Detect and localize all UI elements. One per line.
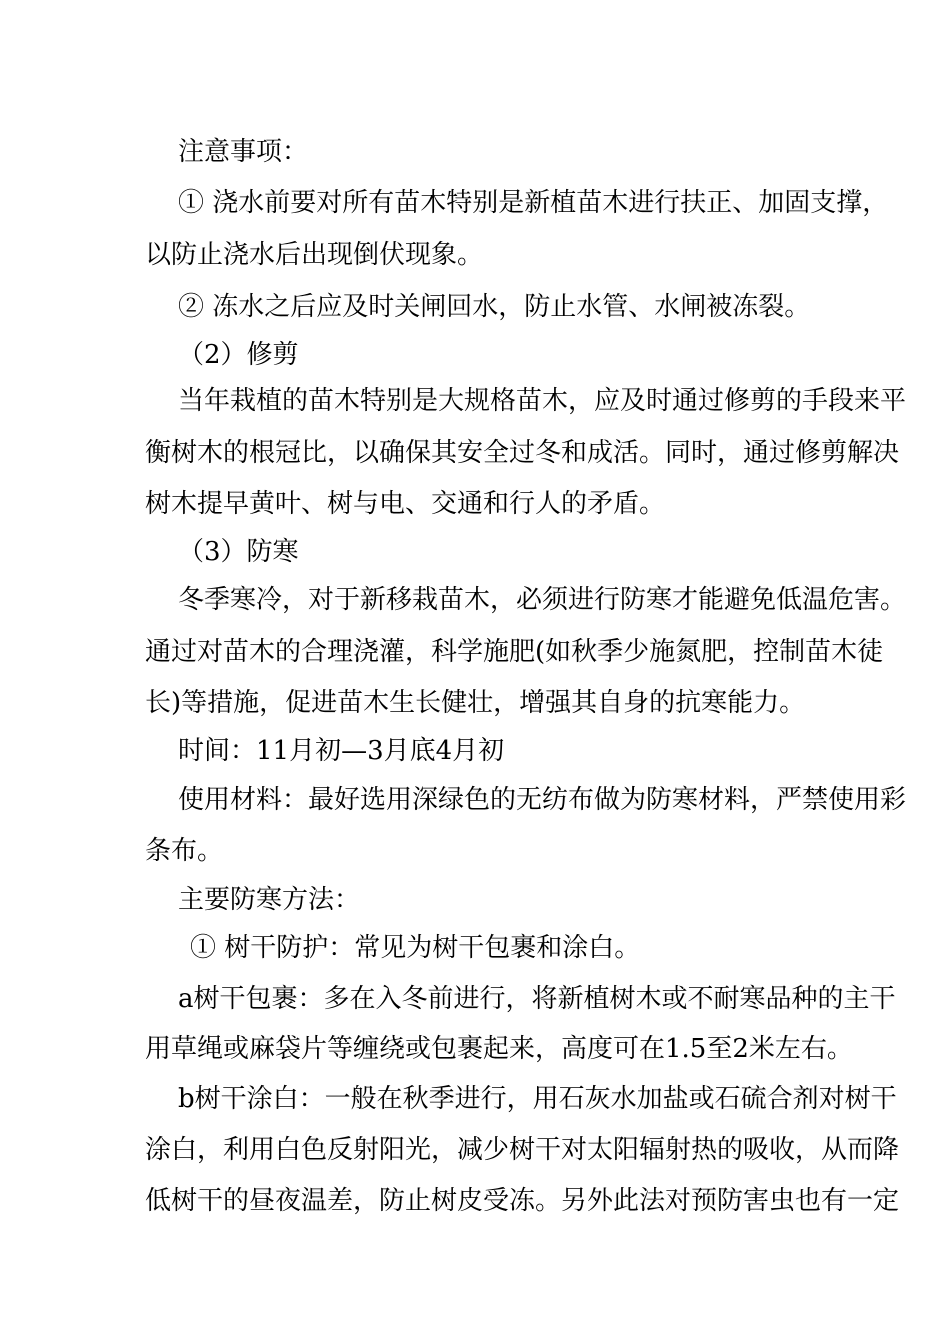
paragraph-line: a树干包裹：多在入冬前进行，将新植树木或不耐寒品种的主干 xyxy=(178,984,896,1014)
paragraph-line: 使用材料：最好选用深绿色的无纺布做为防寒材料，严禁使用彩 xyxy=(178,785,907,815)
paragraph-line: b树干涂白：一般在秋季进行，用石灰水加盐或石硫合剂对树干 xyxy=(178,1084,897,1114)
paragraph-line: 涂白，利用白色反射阳光，减少树干对太阳辐射热的吸收，从而降 xyxy=(145,1135,900,1165)
paragraph-line: 树木提早黄叶、树与电、交通和行人的矛盾。 xyxy=(145,489,666,519)
paragraph-line: 用草绳或麻袋片等缠绕或包裹起来，高度可在1.5至2米左右。 xyxy=(145,1034,853,1064)
list-item: ① 树干防护：常见为树干包裹和涂白。 xyxy=(190,933,641,963)
time-line: 时间：11月初—3月底4月初 xyxy=(178,736,505,766)
paragraph-line: ① 浇水前要对所有苗木特别是新植苗木进行扶正、加固支撑， xyxy=(178,188,889,218)
paragraph-line: 条布。 xyxy=(145,836,224,866)
methods-heading: 主要防寒方法： xyxy=(178,885,361,915)
paragraph-line: 通过对苗木的合理浇灌，科学施肥(如秋季少施氮肥，控制苗木徒 xyxy=(145,637,884,667)
section-heading-pruning: （2）修剪 xyxy=(178,340,299,370)
paragraph-line: 低树干的昼夜温差，防止树皮受冻。另外此法对预防害虫也有一定 xyxy=(145,1186,900,1216)
paragraph-line: 以防止浇水后出现倒伏现象。 xyxy=(145,240,484,270)
paragraph-line: 冬季寒冷，对于新移栽苗木，必须进行防寒才能避免低温危害。 xyxy=(178,585,907,615)
paragraph-line: 衡树木的根冠比，以确保其安全过冬和成活。同时，通过修剪解决 xyxy=(145,438,900,468)
paragraph-line: 当年栽植的苗木特别是大规格苗木，应及时通过修剪的手段来平 xyxy=(178,386,907,416)
note-heading: 注意事项： xyxy=(178,137,309,167)
paragraph-line: ② 冻水之后应及时关闸回水，防止水管、水闸被冻裂。 xyxy=(178,292,811,322)
section-heading-cold-protection: （3）防寒 xyxy=(178,537,299,567)
paragraph-line: 长)等措施，促进苗木生长健壮，增强其自身的抗寒能力。 xyxy=(145,688,806,718)
